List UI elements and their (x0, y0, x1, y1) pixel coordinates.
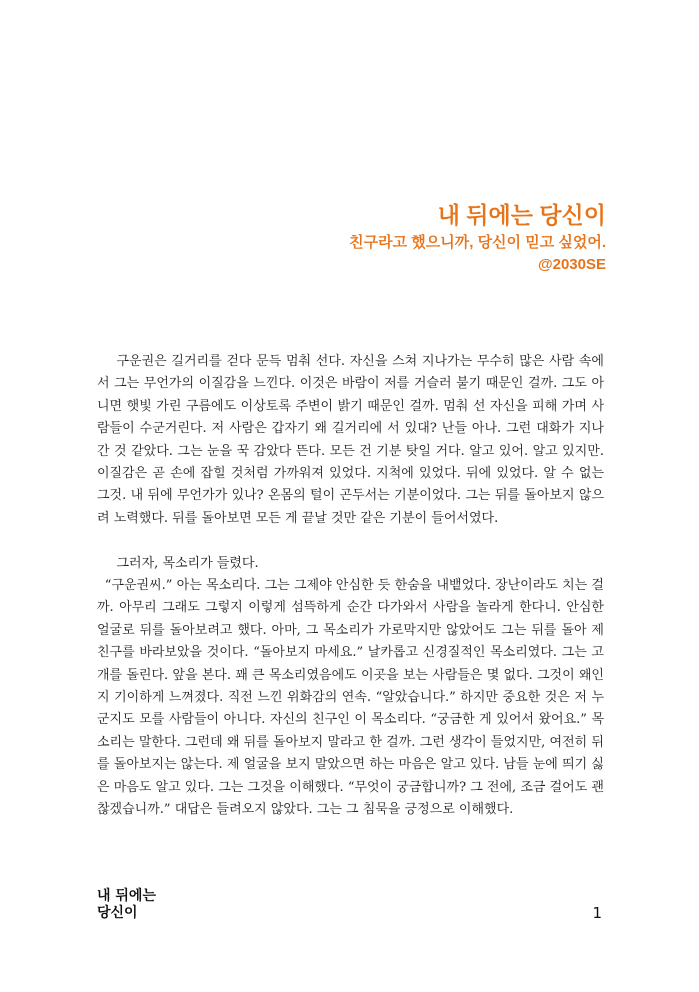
body-paragraph: “구운권씨.” 아는 목소리다. 그는 그제야 안심한 듯 한숨을 내뱉었다. 장난이라도 치는 걸까. 아무리 그래도 그렇지 이렇게 섬뜩하게 순간 다가와서 사람을 놀라게 한다니. 안심한 얼굴로 뒤를 돌아보려고 했다. 아마, 그 목소리가 가로막지만 않았어도 그는 뒤를 돌아 제 친구를 바라보았을 것이다. “돌아보지 마세요.” 날카롭고 신경질적인 목소리였다. 그는 고개를 돌린다. 앞을 본다. 꽤 큰 목소리였음에도 이곳을 보는 사람들은 몇 없다. 그것이 왜인지 기이하게 느껴졌다. 직전 느낀 위화감의 연속. “알았습니다.” 하지만 중요한 것은 저 누군지도 모를 사람들이 아니다. 자신의 친구인 이 목소리다. “궁금한 게 있어서 왔어요.” 목소리는 말한다. 그런데 왜 뒤를 돌아보지 말라고 한 걸까. 그런 생각이 들었지만, 여전히 뒤를 돌아보지는 않는다. 제 얼굴을 보지 말았으면 하는 마음은 알고 있다. 남들 눈에 띄기 싫은 마음도 알고 있다. 그는 그것을 이해했다. “무엇이 궁금합니까? 그 전에, 조금 걸어도 괜찮겠습니까.” 대답은 들려오지 않았다. 그는 그 침묵을 긍정으로 이해했다. (97, 578, 604, 818)
footer-title (97, 888, 156, 922)
story-subtitle: 친구라고 했으니까, 당신이 믿고 싶었어. (349, 234, 606, 251)
page-number: 1 (592, 904, 602, 922)
story-title: 내 뒤에는 당신이 (437, 202, 606, 228)
footer-title-line: 당신이 (97, 905, 138, 921)
footer-title-line: 내 뒤에는 (97, 888, 156, 904)
body-paragraph: 그러자, 목소리가 들렸다. (116, 555, 259, 571)
author-handle: @2030SE (537, 256, 606, 273)
body-paragraph: 구운권은 길거리를 걷다 문득 멈춰 선다. 자신을 스쳐 지나가는 무수히 많은 사람 속에서 그는 무언가의 이질감을 느낀다. 이것은 바람이 저를 거슬러 불기 때문인 걸까. 그도 아니면 햇빛 가린 구름에도 이상토록 주변이 밝기 때문인 걸까. 멈춰 선 자신을 피해 가며 사람들이 수군거린다. 저 사람은 갑자기 왜 길거리에 서 있대? 난들 아나. 그런 대화가 지나간 것 같았다. 그는 눈을 꾹 감았다 뜬다. 모든 건 기분 탓일 거다. 알고 있어. 알고 있지만. 이질감은 곧 손에 잡힐 것처럼 가까워져 있었다. 지척에 있었다. 뒤에 있었다. 알 수 없는 그것. 내 뒤에 무언가가 있나? 온몸의 털이 곤두서는 기분이었다. 그는 뒤를 돌아보지 않으려 노력했다. 뒤를 돌아보면 모든 게 끝날 것만 같은 기분이 들어서였다. (97, 354, 604, 526)
story-header (349, 200, 606, 276)
story-body (97, 351, 604, 822)
